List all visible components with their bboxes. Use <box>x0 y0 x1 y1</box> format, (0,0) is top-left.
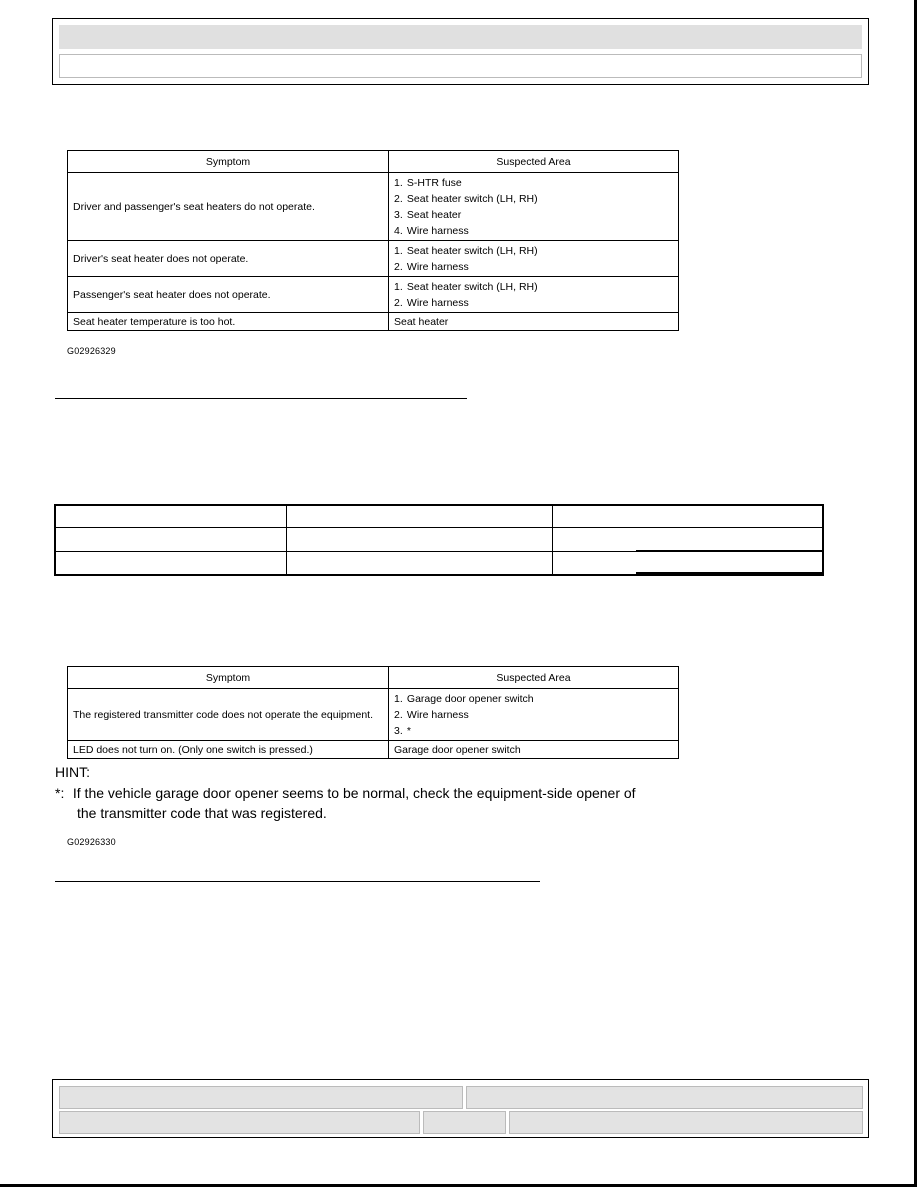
suspected-area-item: Seat heater switch (LH, RH) <box>406 244 538 257</box>
symptom-cell: Passenger's seat heater does not operate. <box>68 277 389 313</box>
suspected-area-item: Seat heater switch (LH, RH) <box>406 192 538 205</box>
table-row <box>68 277 679 313</box>
footer-cell <box>423 1111 506 1134</box>
footer-cell <box>59 1111 420 1134</box>
suspected-area-item: Wire harness <box>406 296 469 309</box>
seat-heater-symptom-table <box>67 150 679 331</box>
list-item <box>394 175 673 191</box>
suspected-area-header: Suspected Area <box>389 667 679 689</box>
footer-cell <box>509 1111 863 1134</box>
table-row <box>68 173 679 241</box>
table-row-divider <box>56 527 822 528</box>
item-number: 1. <box>394 244 403 257</box>
suspected-area-item: Wire harness <box>406 260 469 273</box>
link-underline <box>636 572 822 574</box>
suspected-area-item: Seat heater switch (LH, RH) <box>406 280 538 293</box>
suspected-area-list <box>394 175 673 239</box>
list-item <box>394 707 673 723</box>
suspected-area-cell <box>389 689 679 741</box>
suspected-area-cell <box>389 741 679 759</box>
section-heading-rule <box>55 398 467 399</box>
list-item <box>394 243 673 259</box>
symptom-cell: LED does not turn on. (Only one switch is pressed.) <box>68 741 389 759</box>
item-number: 3. <box>394 724 403 737</box>
table-column-divider <box>286 506 287 574</box>
list-item <box>394 223 673 239</box>
symptom-cell: Driver's seat heater does not operate. <box>68 241 389 277</box>
item-number: 2. <box>394 192 403 205</box>
table-row <box>68 241 679 277</box>
suspected-area-list <box>394 279 673 311</box>
item-number: 1. <box>394 692 403 705</box>
table-row <box>68 741 679 759</box>
link-underline <box>636 550 822 552</box>
table-header-row <box>68 667 679 689</box>
symptom-header: Symptom <box>68 151 389 173</box>
suspected-area-cell <box>389 173 679 241</box>
suspected-area-item: Garage door opener switch <box>394 743 521 756</box>
section-heading-rule <box>55 881 540 882</box>
symptom-header: Symptom <box>68 667 389 689</box>
page-footer <box>52 1079 869 1138</box>
header-title-bar <box>59 25 862 49</box>
item-number: 3. <box>394 208 403 221</box>
suspected-area-item: Wire harness <box>406 224 469 237</box>
list-item <box>394 259 673 275</box>
item-number: 4. <box>394 224 403 237</box>
list-item <box>394 723 673 739</box>
suspected-area-list <box>394 691 673 739</box>
item-number: 2. <box>394 260 403 273</box>
header-subtitle-bar <box>59 54 862 78</box>
hint-note <box>55 783 695 823</box>
list-item <box>394 191 673 207</box>
footer-cell <box>59 1086 463 1109</box>
table-column-divider <box>552 506 553 574</box>
garage-door-symptom-table <box>67 666 679 759</box>
symptom-cell: The registered transmitter code does not operate the equipment. <box>68 689 389 741</box>
figure-id: G02926330 <box>67 837 116 847</box>
hint-line-1: If the vehicle garage door opener seems to be normal, check the equipment-side opener of <box>72 785 636 801</box>
suspected-area-cell <box>389 313 679 331</box>
table-row <box>68 313 679 331</box>
suspected-area-item: Seat heater <box>394 315 449 328</box>
item-number: 1. <box>394 280 403 293</box>
symptom-cell: Driver and passenger's seat heaters do not operate. <box>68 173 389 241</box>
footer-cell <box>466 1086 863 1109</box>
list-item <box>394 279 673 295</box>
suspected-area-item: Garage door opener switch <box>406 692 534 705</box>
list-item <box>394 295 673 311</box>
hint-mark: *: <box>55 785 65 801</box>
hint-title: HINT: <box>55 764 90 780</box>
suspected-area-cell <box>389 241 679 277</box>
suspected-area-item: * <box>406 724 412 737</box>
spec-table <box>54 504 824 576</box>
suspected-area-item: S-HTR fuse <box>406 176 462 189</box>
suspected-area-item: Wire harness <box>406 708 469 721</box>
symptom-cell: Seat heater temperature is too hot. <box>68 313 389 331</box>
suspected-area-list <box>394 243 673 275</box>
item-number: 2. <box>394 296 403 309</box>
suspected-area-cell <box>389 277 679 313</box>
list-item <box>394 691 673 707</box>
suspected-area-header: Suspected Area <box>389 151 679 173</box>
table-row <box>68 689 679 741</box>
hint-line-2: the transmitter code that was registered. <box>77 805 327 821</box>
item-number: 1. <box>394 176 403 189</box>
item-number: 2. <box>394 708 403 721</box>
figure-id: G02926329 <box>67 346 116 356</box>
list-item <box>394 207 673 223</box>
page-header <box>52 18 869 85</box>
suspected-area-item: Seat heater <box>406 208 462 221</box>
table-header-row <box>68 151 679 173</box>
